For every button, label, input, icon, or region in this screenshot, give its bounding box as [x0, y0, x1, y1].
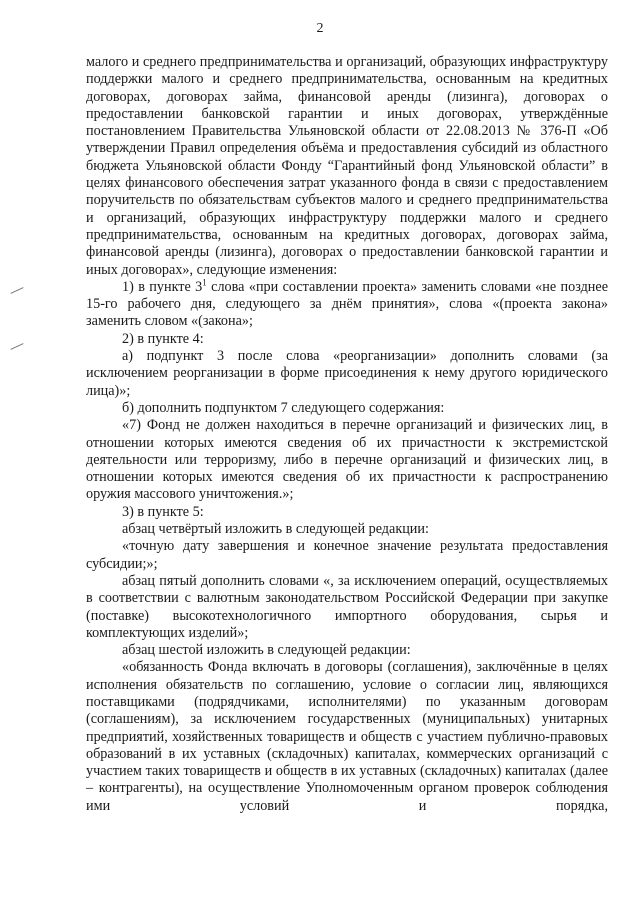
paragraph-quote-obligation: «обязанность Фонда включать в договоры (соглашения), заключённые в целях исполнения обязательств по соглашению, условие о согласии лиц, являющихся поставщиками (подрядчиками, исполнителями) по указанным договорам (соглашениям), за исключением государственных (муниципальных) унитарных предприятий, хозяйственных товариществ и обществ с участием публично-правовых образований в их уставных (складочных) капиталах, коммерческих организаций с участием таких товариществ и обществ в их уставных (складочных) капиталах (далее – контрагенты), на осуществление Уполномоченным органом проверок соблюдения ими условий и порядка, [86, 659, 608, 814]
paragraph-item-2a: а) подпункт 3 после слова «реорганизации» дополнить словами (за исключением реорганизации в форме присоединения к нему другого юридического лица)»; [86, 348, 608, 399]
paragraph-item-2: 2) в пункте 4: [122, 330, 204, 347]
paragraph-intro: малого и среднего предпринимательства и организаций, образующих инфраструктуру поддержки малого и среднего предпринимательства, основанным на кредитных договорах, договорах займа, финансовой аренды (лизинга), договорах о предоставлении банковской гарантии и иных договорах, утверждённые постановлением Правительства Ульяновской области от 22.08.2013 № 376-П «Об утверждении Правил определения объёма и предоставления субсидий из областного бюджета Ульяновской области Фонду “Гарантийный фонд Ульяновской области” в целях финансового обеспечения затрат указанного фонда в связи с предоставлением поручительств по обязательствам субъектов малого и среднего предпринимательства и организаций, образующих инфраструктуру поддержки малого и среднего предпринимательства, основанным на кредитных договорах, договорах займа, финансовой аренды (лизинга), договорах о предоставлении банковской гарантии и иных договорах», следующие изменения: [86, 54, 608, 278]
document-body [86, 54, 608, 815]
paragraph-item-1: 1) в пункте $3^1$ слова «при составлении проекта» заменить словами «не позднее 15-го рабочего дня, следующего за днём принятия», слова «(проекта закона» заменить словом «(закона»; [86, 277, 608, 330]
page-number: 2 [316, 21, 324, 36]
paragraph-quote-date: «точную дату завершения и конечное значение результата предоставления субсидии;»; [86, 538, 608, 572]
paragraph-abzac-4: абзац четвёртый изложить в следующей редакции: [122, 521, 429, 538]
paragraph-item-3: 3) в пункте 5: [122, 503, 204, 520]
paragraph-abzac-5: абзац пятый дополнить словами «, за исключением операций, осуществляемых в соответствии с валютным законодательством Российской Федерации при закупке (поставке) высокотехнологичного импортного оборудования, сырья и комплектующих изделий»; [86, 572, 608, 641]
paragraph-abzac-6: абзац шестой изложить в следующей редакции: [122, 642, 411, 659]
margin-mark [10, 343, 23, 350]
paragraph-item-2b: б) дополнить подпунктом 7 следующего содержания: [122, 399, 445, 416]
margin-mark [10, 287, 23, 294]
superscript: 1 [202, 277, 207, 288]
paragraph-quote-7: «7) Фонд не должен находиться в перечне организаций и физических лиц, в отношении которых имеются сведения об их причастности к экстремистской деятельности или терроризму, либо в перечне организаций и физических лиц, в отношении которых имеются сведения об их причастности к распространению оружия массового уничтожения.»; [86, 417, 608, 503]
